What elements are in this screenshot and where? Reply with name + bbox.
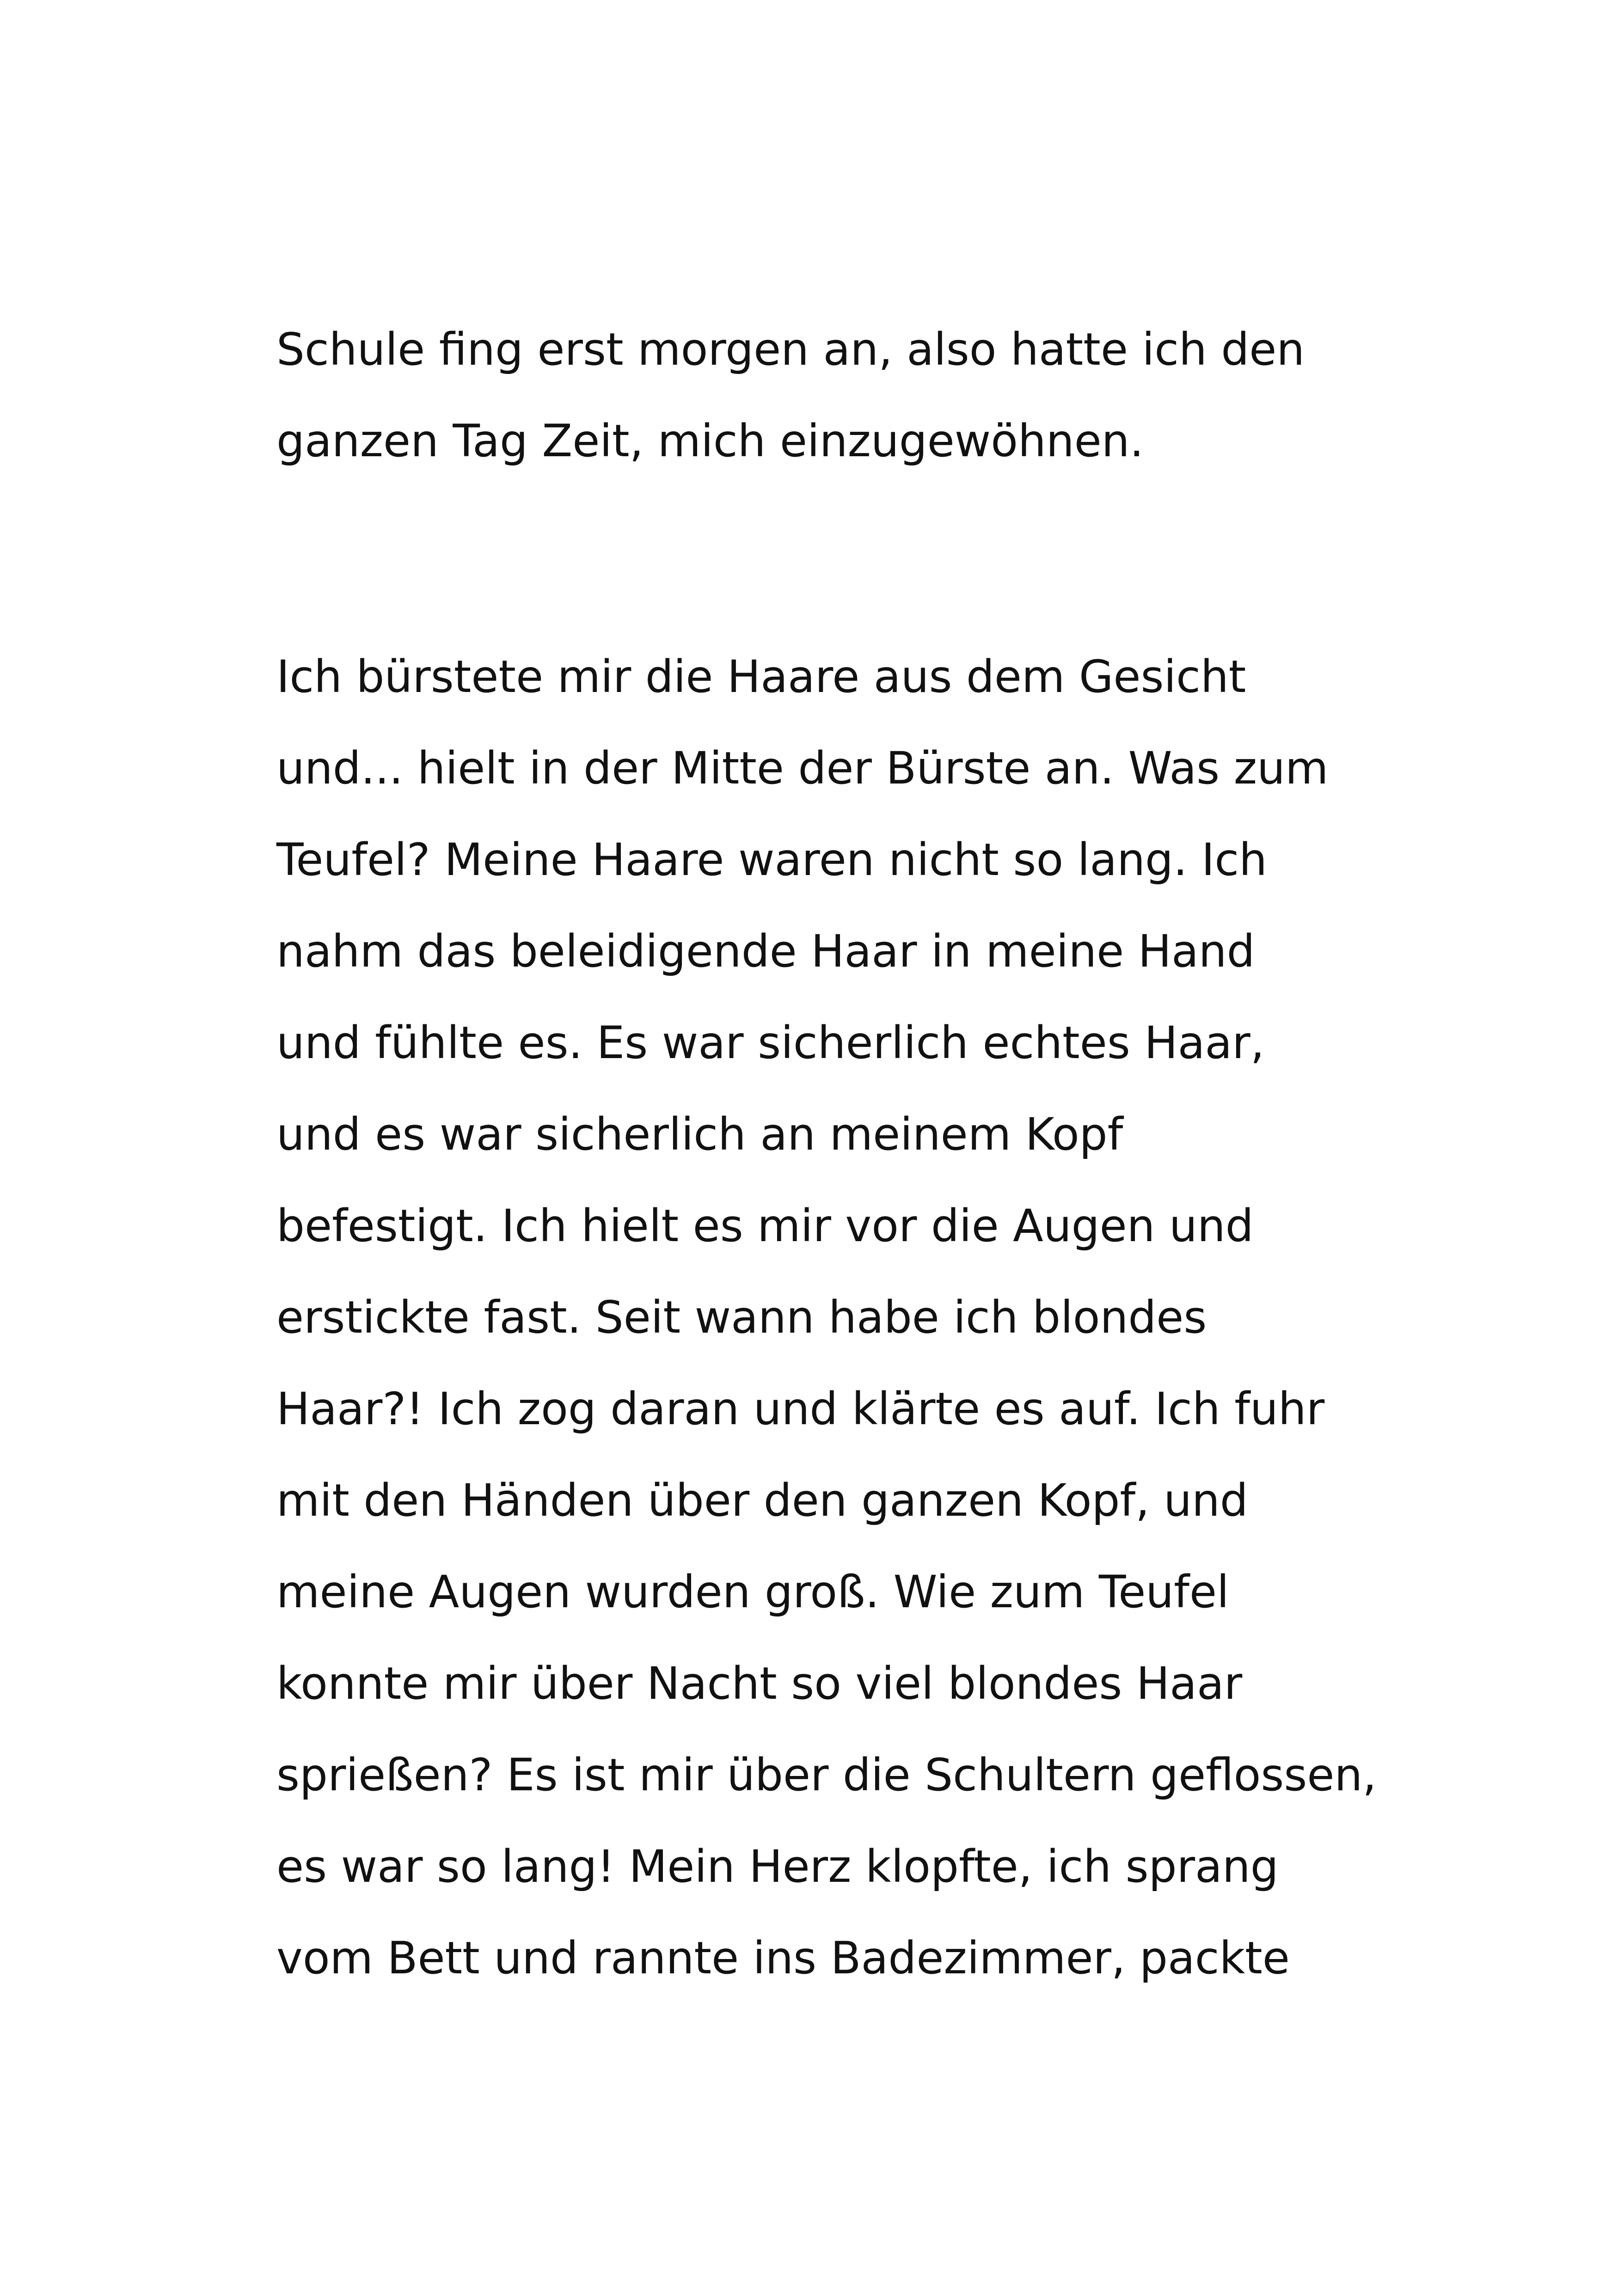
paragraph-line: ganzen Tag Zeit, mich einzugewöhnen. xyxy=(276,415,1144,467)
paragraph-line: und es war sicherlich an meinem Kopf xyxy=(276,1108,1123,1160)
paragraph-1 xyxy=(276,304,1367,487)
paragraph-line: Haar?! Ich zog daran und klärte es auf. Ich fuhr xyxy=(276,1383,1325,1435)
paragraph-line: mit den Händen über den ganzen Kopf, und xyxy=(276,1475,1248,1526)
paragraph-line: und... hielt in der Mitte der Bürste an. Was zum xyxy=(276,742,1329,794)
paragraph-line: es war so lang! Mein Herz klopfte, ich sprang xyxy=(276,1841,1279,1892)
paragraph-line: Ich bürstete mir die Haare aus dem Gesicht xyxy=(276,651,1246,703)
paragraph-2 xyxy=(276,631,1377,2004)
paragraph-line: erstickte fast. Seit wann habe ich blondes xyxy=(276,1292,1207,1343)
paragraph-line: Teufel? Meine Haare waren nicht so lang. Ich xyxy=(276,834,1267,886)
paragraph-line: vom Bett und rannte ins Badezimmer, packte xyxy=(276,1932,1290,1984)
paragraph-line: und fühlte es. Es war sicherlich echtes Haar, xyxy=(276,1017,1265,1069)
paragraph-line: sprießen? Es ist mir über die Schultern geflossen, xyxy=(276,1749,1377,1801)
paragraph-line: konnte mir über Nacht so viel blondes Haar xyxy=(276,1658,1243,1709)
paragraph-line: nahm das beleidigende Haar in meine Hand xyxy=(276,925,1255,977)
paragraph-line: Schule fing erst morgen an, also hatte ich den xyxy=(276,324,1305,375)
paragraph-line: meine Augen wurden groß. Wie zum Teufel xyxy=(276,1566,1229,1618)
paragraph-line: befestigt. Ich hielt es mir vor die Augen und xyxy=(276,1200,1254,1252)
